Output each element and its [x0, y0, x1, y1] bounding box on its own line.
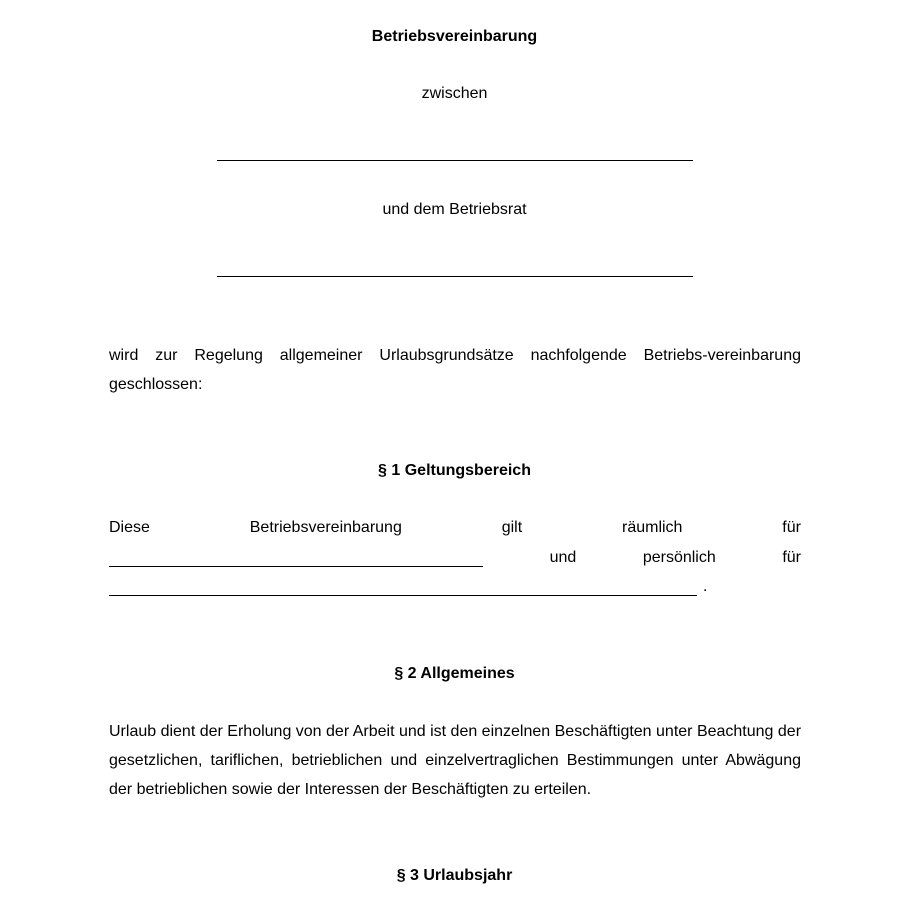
section-3-heading: § 3 Urlaubsjahr [396, 867, 513, 884]
scope-word: und [549, 549, 577, 566]
scope-word: für [782, 519, 801, 536]
scope-word: persönlich [642, 549, 716, 566]
section-2-heading: § 2 Allgemeines [394, 665, 515, 682]
section-1-heading: § 1 Geltungsbereich [378, 462, 531, 479]
scope-word: Diese [109, 519, 150, 536]
scope-end-period: . [703, 578, 708, 595]
scope-word: für [782, 549, 801, 566]
works-council-label: und dem Betriebsrat [382, 201, 527, 218]
works-council-blank-line [217, 276, 693, 277]
scope-line-3 [109, 578, 801, 596]
spatial-scope-blank [109, 552, 483, 567]
employer-blank-line [217, 160, 693, 161]
document-title: Betriebsvereinbarung [371, 28, 538, 45]
scope-word: Betriebsvereinbarung [249, 519, 402, 536]
scope-line-2 [109, 549, 801, 567]
scope-line-1 [109, 519, 801, 537]
intro-paragraph: wird zur Regelung allgemeiner Urlaubsgrundsätze nachfolgende Betriebs-vereinbarung geschlossen: [109, 347, 801, 393]
personal-scope-blank [109, 581, 697, 596]
section-2-paragraph: Urlaub dient der Erholung von der Arbeit und ist den einzelnen Beschäftigten unter Beachtung der gesetzlichen, tariflichen, betrieblichen und einzelvertraglichen Bestimmungen unter Abwägung der betrieblichen sowie der Interessen der Beschäftigten zu erteilen. [109, 723, 802, 798]
between-label: zwischen [421, 85, 488, 102]
scope-word: gilt [501, 519, 523, 536]
scope-word: räumlich [621, 519, 683, 536]
